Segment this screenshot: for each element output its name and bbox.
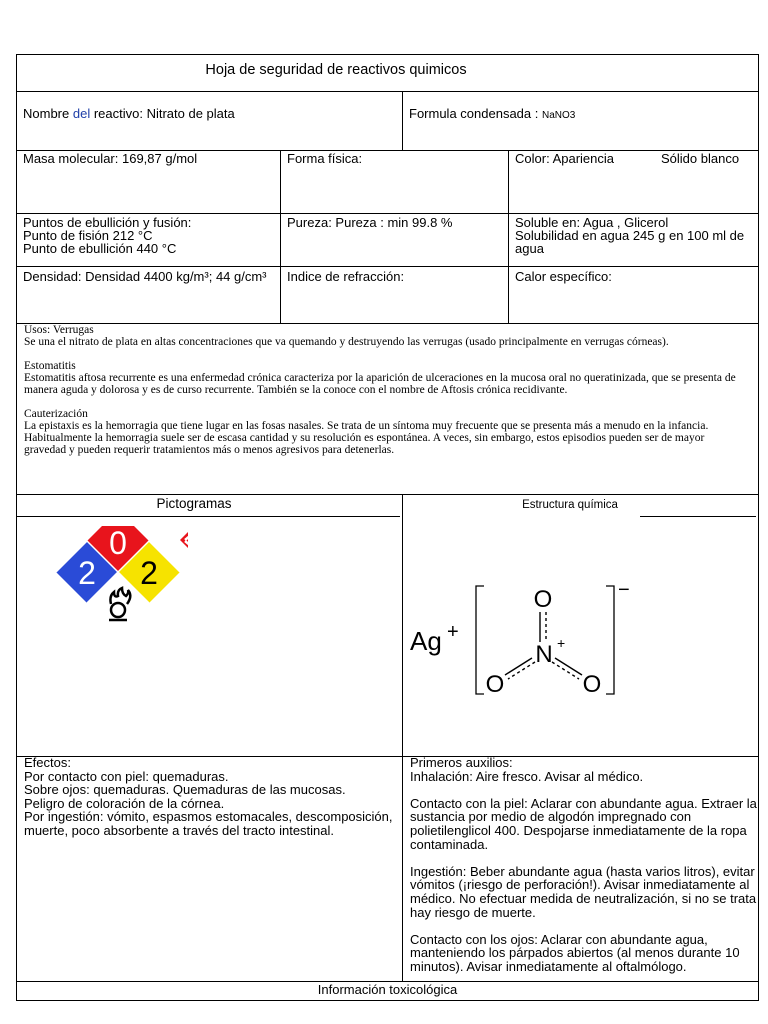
- right-bracket: [606, 586, 614, 694]
- refraccion-text: Indice de refracción:: [287, 269, 405, 284]
- cauterizacion-text: La epistaxis es la hemorragia que tiene lugar en las fosas nasales. Se trata de un síntoma muy frecuente que se presenta más a menudo en la infancia. Habitualmente la hemorragia suele ser de escasa cantidad y su resolución es espontánea. A veces, sin embargo, estos episodios pueden ser de mayor gravedad y pueden requerir tratamientos más o menos agresivos para detenerlas.: [24, 420, 709, 456]
- nombre-prefix: Nombre: [23, 106, 73, 121]
- molecule-charge: −: [618, 579, 630, 601]
- pureza-text: Pureza: Pureza : min 99.8 %: [287, 215, 453, 230]
- left-bracket: [476, 586, 484, 694]
- molecule-cation-charge: +: [447, 621, 459, 643]
- nombre-text: [16, 92, 403, 122]
- forma-text: Forma física:: [287, 151, 363, 166]
- auxilios-text: Primeros auxilios: Inhalación: Aire fresco. Avisar al médico. Contacto con la piel: Aclarar con abundante agua. Extraer la sustancia por medio de algodón impregnado con polietilenglicol 400. Despojarse inmediatamente de la ropa contaminada. Ingestión: Beber abundante agua (hasta varios litros), evitar vómitos (¡riesgo de perforación!). Avisar inmediatamente al médico. No efectuar medida de neutralización, si no se trata hay riesgo de muerte. Contacto con los ojos: Aclarar con abundante agua, manteniendo los párpados abiertos (al menos durante 10 minutos). Avisar inmediatamente al oftalmólogo.: [410, 755, 757, 974]
- densidad-text: Densidad: Densidad 4400 kg/m³; 44 g/cm³: [23, 269, 267, 284]
- usos-heading: Usos: Verrugas: [24, 324, 94, 336]
- nfpa-diamond: [56, 526, 188, 624]
- color-value: Sólido blanco: [661, 151, 740, 166]
- silver-nitrate-structure: [404, 576, 644, 702]
- estructura-underline: [640, 516, 756, 517]
- pictogramas-underline: [16, 516, 400, 517]
- usos-section: [16, 324, 756, 456]
- calor-text: Calor específico:: [515, 269, 612, 284]
- nfpa-reactivity-number: 2: [140, 555, 158, 591]
- cauterizacion-heading: Cauterización: [24, 408, 88, 420]
- molecule-o-left: O: [485, 671, 505, 698]
- molecule-o-top: O: [533, 586, 553, 613]
- efectos-text: Efectos: Por contacto con piel: quemaduras. Sobre ojos: quemaduras. Quemaduras de las mucosas. Peligro de coloración de la córnea. Por ingestión: vómito, espasmos estomacales, descomposición, muerte, poco absorbente a través del tracto intestinal.: [24, 755, 393, 838]
- toxicologica-label: Información toxicológica: [317, 982, 458, 997]
- formula-value: NaNO3: [541, 110, 576, 121]
- formula-label: Formula condensada :: [409, 106, 542, 121]
- color-label: Color: Apariencia: [515, 151, 614, 166]
- formula-text: [402, 92, 759, 124]
- estructura-label: Estructura química: [522, 499, 618, 511]
- usos-text: Se una el nitrato de plata en altas concentraciones que va quemando y destruyendo las verrugas (usado principalmente en verrugas córneas).: [24, 336, 669, 348]
- nfpa-flammability-number: 0: [109, 526, 127, 561]
- adjacent-diamond-fragment: [180, 526, 188, 556]
- molecule-n: N: [535, 641, 553, 668]
- estomatitis-heading: Estomatitis: [24, 360, 76, 372]
- estomatitis-text: Estomatitis aftosa recurrente es una enfermedad crónica caracteriza por la aparición de ulceraciones en la mucosa oral no queratinizada, que se presenta de manera aguda y dolorosa y es de curso recurrente. También se la conoce con el nombre de Aftosis crónica recidivante.: [24, 372, 736, 396]
- nfpa-health-number: 2: [78, 555, 96, 591]
- nombre-suffix: reactivo: Nitrato de plata: [90, 106, 235, 121]
- puntos-text: Puntos de ebullición y fusión: Punto de fisión 212 °C Punto de ebullición 440 °C: [23, 215, 192, 256]
- soluble-text: Soluble en: Agua , Glicerol Solubilidad en agua 245 g en 100 ml de agua: [515, 215, 745, 256]
- nombre-del: del: [72, 106, 91, 121]
- molecule-o-right: O: [582, 671, 602, 698]
- masa-text: Masa molecular: 169,87 g/mol: [23, 151, 198, 166]
- molecule-n-charge: +: [557, 635, 566, 651]
- molecule-cation: Ag: [410, 626, 442, 656]
- pictogramas-label: Pictogramas: [156, 496, 232, 511]
- page-title: Hoja de seguridad de reactivos quimicos: [205, 62, 467, 78]
